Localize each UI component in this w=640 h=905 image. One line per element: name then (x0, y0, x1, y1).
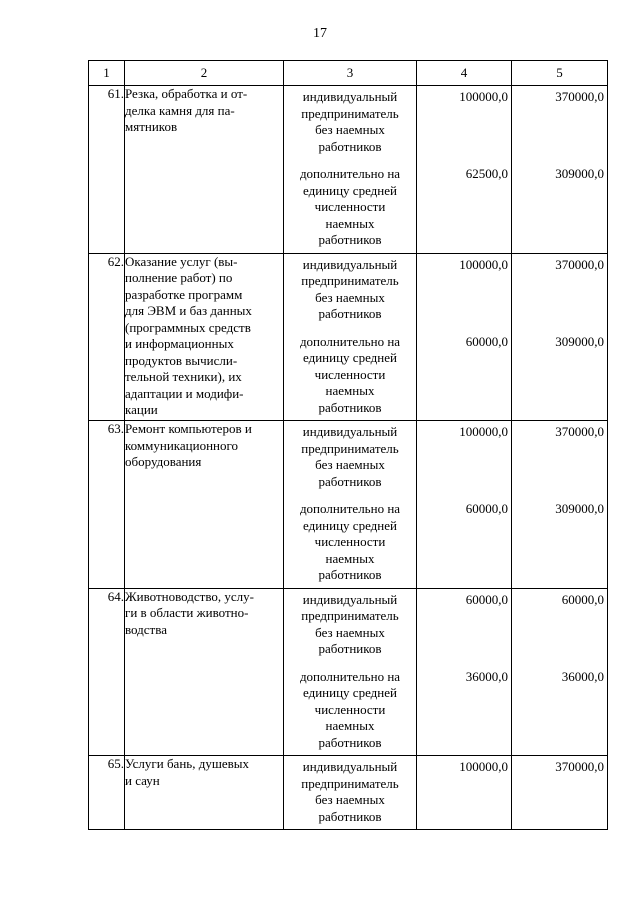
value-amount: 60000,0 (465, 333, 508, 349)
value-block (512, 756, 607, 776)
value-amount: 36000,0 (465, 668, 508, 684)
activity-name-line: полнение работ) по (125, 270, 233, 285)
category-line: численности (314, 534, 386, 549)
category-block (284, 421, 416, 490)
activity-name (125, 86, 284, 254)
value-amount: 36000,0 (561, 668, 604, 684)
category-line: предприниматель (301, 440, 399, 456)
value-amount: 100000,0 (459, 759, 508, 774)
activity-name (125, 588, 284, 756)
row-number: 62. (89, 253, 125, 421)
value-amount: 100000,0 (459, 256, 508, 272)
value-col-4 (417, 588, 512, 756)
category-line: индивидуальный (302, 424, 398, 439)
taxpayer-category (284, 756, 417, 830)
category-block (284, 589, 416, 658)
value-col-5 (512, 421, 608, 589)
taxpayer-category (284, 421, 417, 589)
value-block (417, 589, 511, 609)
category-line: работников (318, 306, 382, 321)
value-col-4 (417, 421, 512, 589)
activity-name-line: кации (125, 402, 158, 417)
category-line: дополнительно на (299, 166, 401, 181)
value-amount: 309000,0 (555, 333, 604, 349)
category-line: индивидуальный (302, 591, 398, 607)
activity-name-line: ги в области животно- (125, 605, 249, 620)
category-line: без наемных (315, 122, 385, 137)
value-amount: 100000,0 (459, 89, 508, 104)
value-amount: 60000,0 (465, 591, 508, 607)
category-line: дополнительно на (299, 501, 401, 516)
page-number: 17 (313, 26, 327, 41)
category-line: без наемных (315, 792, 385, 807)
value-block (512, 589, 607, 609)
category-line: индивидуальный (302, 759, 398, 774)
activity-name-line: и саун (125, 772, 160, 788)
activity-name (125, 421, 284, 589)
activity-name (125, 756, 284, 830)
table-row (89, 86, 608, 254)
value-amount: 370000,0 (555, 759, 604, 774)
value-block (417, 421, 511, 441)
table-body (89, 86, 608, 830)
activity-name-line: делка камня для па- (125, 102, 235, 118)
category-line: предприниматель (301, 608, 399, 623)
value-amount: 309000,0 (555, 501, 604, 516)
category-line: численности (314, 366, 386, 382)
tax-rate-table (88, 60, 608, 830)
value-block (512, 254, 607, 274)
activity-name-line: оборудования (125, 454, 202, 469)
category-line: работников (318, 641, 382, 656)
row-number: 64. (89, 588, 125, 756)
value-amount: 370000,0 (555, 424, 604, 439)
header-col-5: 5 (512, 61, 608, 86)
category-line: работников (318, 473, 382, 489)
value-amount: 309000,0 (555, 166, 604, 181)
category-line: без наемных (315, 457, 385, 472)
activity-name-line: для ЭВМ и баз данных (125, 303, 252, 318)
category-line: наемных (325, 550, 375, 566)
category-line: работников (318, 399, 382, 415)
category-line: предприниматель (301, 273, 399, 288)
activity-name-line: (программных средств (125, 319, 251, 335)
category-line: наемных (325, 215, 375, 231)
header-col-3: 3 (284, 61, 417, 86)
value-col-4 (417, 253, 512, 421)
category-line: предприниматель (301, 775, 399, 791)
value-col-5 (512, 756, 608, 830)
category-line: без наемных (315, 624, 385, 640)
category-line: предприниматель (301, 105, 399, 121)
activity-name-line: мятников (125, 119, 178, 134)
value-amount: 100000,0 (459, 424, 508, 439)
activity-name (125, 253, 284, 421)
taxpayer-category (284, 253, 417, 421)
value-amount: 60000,0 (465, 501, 508, 516)
category-line: наемных (325, 383, 375, 398)
activity-name-line: Оказание услуг (вы- (125, 253, 238, 269)
value-col-5 (512, 253, 608, 421)
category-block (284, 669, 416, 756)
value-col-4 (417, 756, 512, 830)
category-line: единицу средней (303, 350, 397, 365)
row-number: 61. (89, 86, 125, 254)
taxpayer-category (284, 588, 417, 756)
category-line: работников (318, 734, 382, 750)
activity-name-line: Животноводство, услу- (125, 588, 254, 604)
value-amount: 62500,0 (465, 166, 508, 181)
category-line: работников (318, 567, 382, 582)
activity-name-line: Резка, обработка и от- (125, 86, 248, 101)
category-line: работников (318, 232, 382, 247)
value-amount: 370000,0 (555, 89, 604, 104)
row-number: 63. (89, 421, 125, 589)
table-row (89, 588, 608, 756)
category-line: численности (314, 701, 386, 717)
category-block (284, 334, 416, 421)
category-line: без наемных (315, 289, 385, 305)
category-block (284, 501, 416, 588)
header-col-1: 1 (89, 61, 125, 86)
category-line: численности (314, 199, 386, 214)
table-row (89, 253, 608, 421)
category-line: единицу средней (303, 517, 397, 533)
value-amount: 60000,0 (561, 591, 604, 607)
activity-name-line: и информационных (125, 336, 234, 351)
value-amount: 370000,0 (555, 256, 604, 272)
category-block (284, 166, 416, 253)
taxpayer-category (284, 86, 417, 254)
table-row (89, 421, 608, 589)
value-col-5 (512, 588, 608, 756)
category-line: работников (318, 808, 382, 824)
header-col-4: 4 (417, 61, 512, 86)
activity-name-line: тельной техники), их (125, 369, 242, 384)
activity-name-line: Услуги бань, душевых (125, 756, 249, 771)
table-row (89, 756, 608, 830)
category-line: наемных (325, 718, 375, 733)
category-line: работников (318, 138, 382, 154)
column-number-header-row (89, 61, 608, 86)
activity-name-line: водства (125, 621, 167, 637)
category-line: дополнительно на (299, 333, 401, 349)
category-line: единицу средней (303, 182, 397, 198)
category-line: единицу средней (303, 685, 397, 700)
activity-name-line: Ремонт компьютеров и (125, 421, 252, 436)
activity-name-line: коммуникационного (125, 437, 239, 453)
value-block (417, 254, 511, 274)
category-block (284, 86, 416, 155)
value-col-4 (417, 86, 512, 254)
row-number: 65. (89, 756, 125, 830)
value-block (417, 756, 511, 776)
category-line: дополнительно на (299, 668, 401, 684)
category-line: индивидуальный (302, 256, 398, 272)
category-block (284, 756, 416, 829)
activity-name-line: разработке программ (125, 286, 243, 302)
value-col-5 (512, 86, 608, 254)
value-block (512, 86, 607, 106)
header-col-2: 2 (125, 61, 284, 86)
value-block (512, 421, 607, 441)
activity-name-line: продуктов вычисли- (125, 352, 238, 368)
value-block (417, 86, 511, 106)
category-block (284, 254, 416, 323)
activity-name-line: адаптации и модифи- (125, 385, 244, 401)
category-line: индивидуальный (302, 89, 398, 104)
